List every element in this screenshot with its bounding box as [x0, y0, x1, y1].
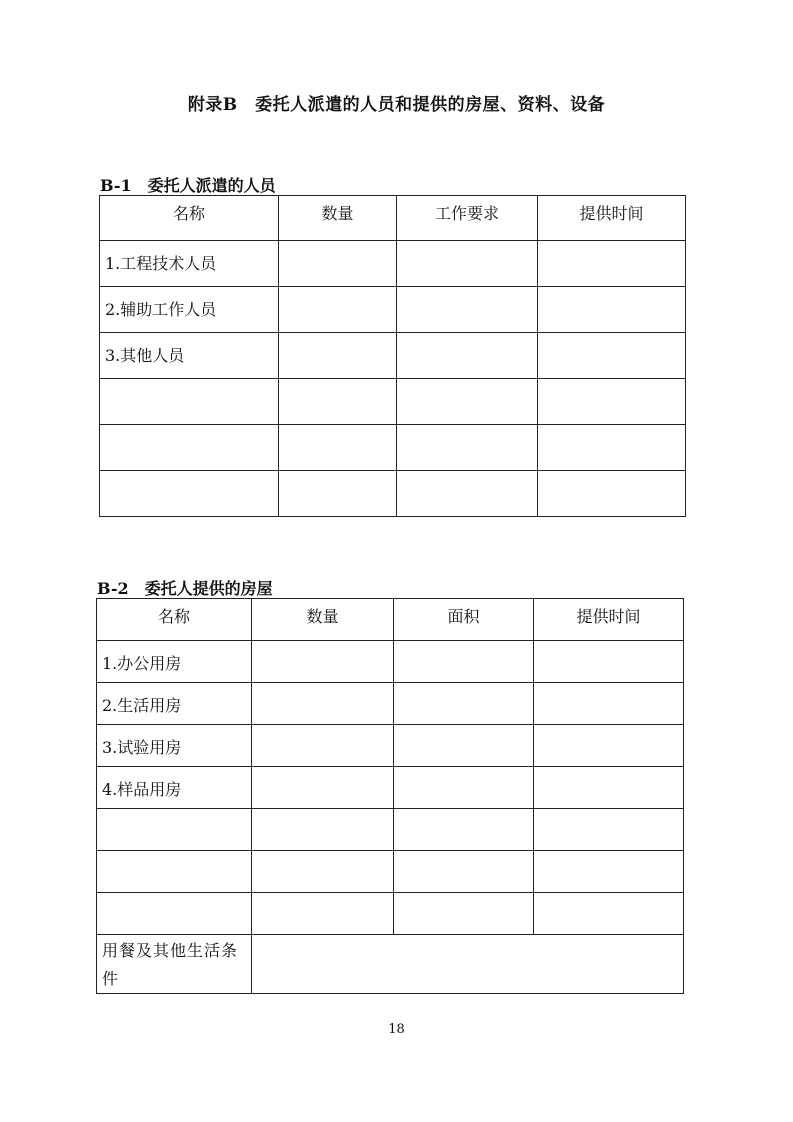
table-cell — [394, 767, 534, 809]
column-header-area: 面积 — [394, 599, 534, 641]
table-cell — [397, 471, 538, 517]
table-cell — [252, 851, 394, 893]
table-cell — [279, 333, 397, 379]
table-cell-name: 4.样品用房 — [97, 767, 252, 809]
meal-conditions-label: 用餐及其他生活条件 — [97, 935, 252, 994]
table-cell-name — [97, 893, 252, 935]
table-cell-name — [100, 471, 279, 517]
table-cell-name: 1.办公用房 — [97, 641, 252, 683]
column-header-quantity: 数量 — [252, 599, 394, 641]
table-cell — [538, 471, 686, 517]
table-cell — [252, 893, 394, 935]
table-row — [100, 471, 686, 517]
table-cell — [397, 241, 538, 287]
table-cell-name: 2.生活用房 — [97, 683, 252, 725]
table-cell — [534, 725, 684, 767]
table-row — [100, 425, 686, 471]
table-cell-name: 3.其他人员 — [100, 333, 279, 379]
table-cell — [252, 809, 394, 851]
table-cell — [394, 893, 534, 935]
table-cell — [538, 379, 686, 425]
personnel-table — [99, 195, 686, 517]
table-row — [100, 241, 686, 287]
table-cell — [534, 809, 684, 851]
page-number: 18 — [388, 1022, 405, 1037]
table-cell — [279, 379, 397, 425]
column-header-time: 提供时间 — [534, 599, 684, 641]
table-cell — [252, 725, 394, 767]
table-cell — [397, 287, 538, 333]
table-row — [97, 725, 684, 767]
table-row — [97, 767, 684, 809]
table-cell — [538, 241, 686, 287]
table-row — [97, 641, 684, 683]
table-cell — [534, 683, 684, 725]
table-row — [100, 333, 686, 379]
table-cell — [394, 683, 534, 725]
table-row — [97, 683, 684, 725]
table-row — [97, 851, 684, 893]
table-cell — [394, 725, 534, 767]
table-row — [97, 893, 684, 935]
column-header-time: 提供时间 — [538, 196, 686, 241]
table-header-row — [100, 196, 686, 241]
section-title-b2: B-2 委托人提供的房屋 — [97, 579, 273, 598]
table-cell — [279, 287, 397, 333]
housing-table — [96, 598, 684, 994]
table-cell-name — [100, 379, 279, 425]
column-header-name: 名称 — [97, 599, 252, 641]
table-cell — [279, 471, 397, 517]
table-row — [100, 287, 686, 333]
table-cell — [279, 425, 397, 471]
table-cell — [252, 641, 394, 683]
table-cell — [394, 851, 534, 893]
table-cell — [538, 333, 686, 379]
table-cell — [397, 333, 538, 379]
table-cell-name: 3.试验用房 — [97, 725, 252, 767]
table-cell — [279, 241, 397, 287]
table-cell — [534, 767, 684, 809]
table-row — [100, 379, 686, 425]
table-cell-name — [97, 851, 252, 893]
meal-conditions-row — [97, 935, 684, 994]
document-title: 附录B 委托人派遣的人员和提供的房屋、资料、设备 — [187, 95, 606, 115]
column-header-requirements: 工作要求 — [397, 196, 538, 241]
table-cell — [534, 851, 684, 893]
meal-conditions-value — [252, 935, 684, 994]
table-cell-name — [97, 809, 252, 851]
table-cell — [394, 809, 534, 851]
table-cell — [534, 893, 684, 935]
section-title-b1: B-1 委托人派遣的人员 — [100, 176, 276, 195]
table-cell-name: 1.工程技术人员 — [100, 241, 279, 287]
table-cell — [538, 287, 686, 333]
table-row — [97, 809, 684, 851]
column-header-name: 名称 — [100, 196, 279, 241]
table-cell-name — [100, 425, 279, 471]
table-header-row — [97, 599, 684, 641]
table-cell — [534, 641, 684, 683]
table-cell — [397, 379, 538, 425]
table-cell — [394, 641, 534, 683]
table-cell — [397, 425, 538, 471]
table-cell-name: 2.辅助工作人员 — [100, 287, 279, 333]
column-header-quantity: 数量 — [279, 196, 397, 241]
table-cell — [252, 683, 394, 725]
table-cell — [252, 767, 394, 809]
table-cell — [538, 425, 686, 471]
